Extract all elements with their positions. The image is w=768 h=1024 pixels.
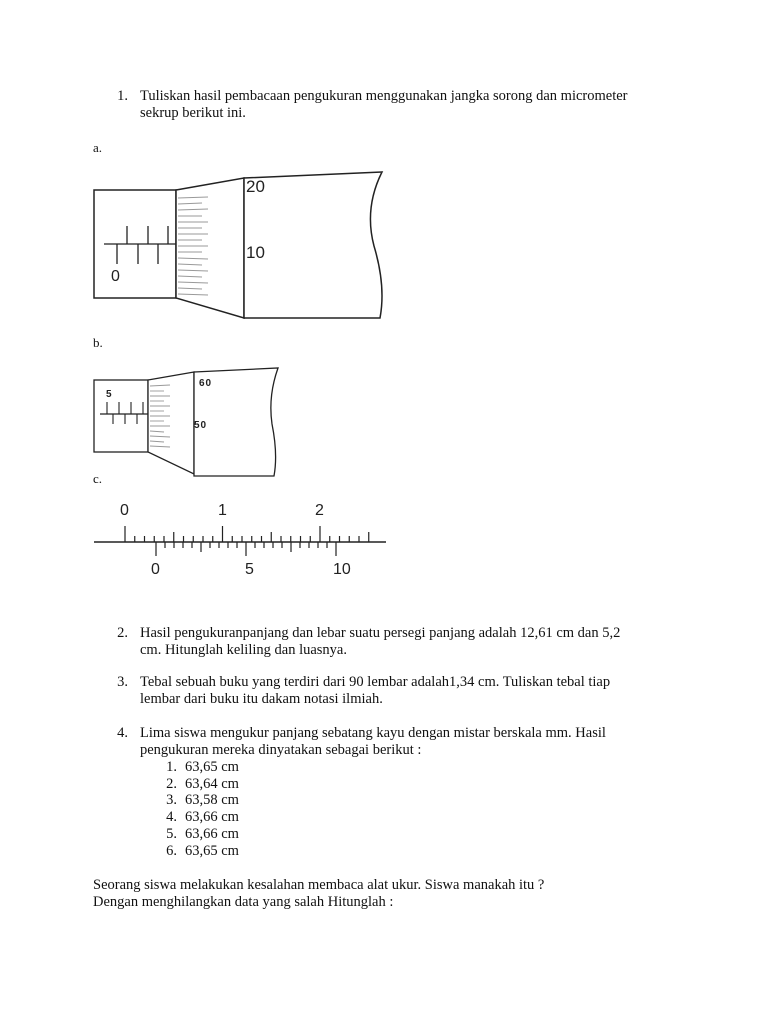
list-item: 4. 63,66 cm [166,809,239,826]
figure-c-label: c. [93,471,103,486]
list-item: 3. 63,58 cm [166,792,239,809]
micrometer-a-twenty-label: 20 [246,177,265,196]
list-item: 5. 63,66 cm [166,825,239,842]
vernier-caliper-c-figure [92,498,388,582]
micrometer-b-fifty-label: 50 [194,420,208,431]
micrometer-b-thimble-bevel [148,372,194,474]
question-3-text [140,674,720,708]
closing-text [93,877,713,911]
question-4-line-1: Lima siswa mengukur panjang sebatang kayu dengan mistar berskala mm. Hasil [140,725,606,741]
question-2-line-1: Hasil pengukuranpanjang dan lebar suatu persegi panjang adalah 12,61 cm dan 5,2 [140,625,621,641]
measurement-list [153,759,239,859]
micrometer-a-figure [90,168,400,320]
micrometer-a-ten-label: 10 [246,243,265,262]
micrometer-a-thimble-bevel [176,178,244,318]
question-1-text [140,88,700,122]
micrometer-b-sixty-label: 60 [199,378,213,389]
vernier-c-vernier-scale-ticks [156,542,336,556]
question-1-number: 1. [117,88,128,104]
vernier-c-main-label-2: 2 [315,502,324,519]
question-3-line-1: Tebal sebuah buku yang terdiri dari 90 lembar adalah1,34 cm. Tuliskan tebal tiap [140,674,611,690]
micrometer-b-figure [92,366,292,484]
question-4-text [140,725,720,759]
vernier-c-vernier-label-5: 5 [245,561,254,578]
question-2-text [140,625,720,659]
closing-line-1: Seorang siswa melakukan kesalahan membaca alat ukur. Siswa manakah itu ? [93,877,545,893]
question-1-line-1: Tuliskan hasil pembacaan pengukuran menggunakan jangka sorong dan micrometer [140,88,628,104]
vernier-c-main-scale-ticks [125,526,369,542]
vernier-c-vernier-label-10: 10 [333,561,351,578]
vernier-c-main-label-1: 1 [218,502,227,519]
question-3-number: 3. [117,674,128,690]
list-item: 2. 63,64 cm [166,775,239,792]
question-2-line-2: cm. Hitunglah keliling dan luasnya. [140,642,347,658]
figure-a-label: a. [93,140,103,155]
micrometer-b-five-label: 5 [106,389,112,400]
question-1-line-2: sekrup berikut ini. [140,105,246,121]
question-2-number: 2. [117,625,128,641]
micrometer-b-sleeve [94,380,148,452]
question-3-line-2: lembar dari buku itu dakam notasi ilmiah. [140,691,383,707]
question-4-line-2: pengukuran mereka dinyatakan sebagai berikut : [140,742,422,758]
figure-b-label: b. [93,335,103,350]
question-4-number: 4. [117,725,128,741]
vernier-c-vernier-label-0: 0 [151,561,160,578]
closing-line-2: Dengan menghilangkan data yang salah Hitunglah : [93,894,394,910]
list-item: 6. 63,65 cm [166,842,239,859]
list-item: 1. 63,65 cm [166,759,239,775]
micrometer-a-zero-label: 0 [111,268,120,285]
vernier-c-main-label-0: 0 [120,502,129,519]
